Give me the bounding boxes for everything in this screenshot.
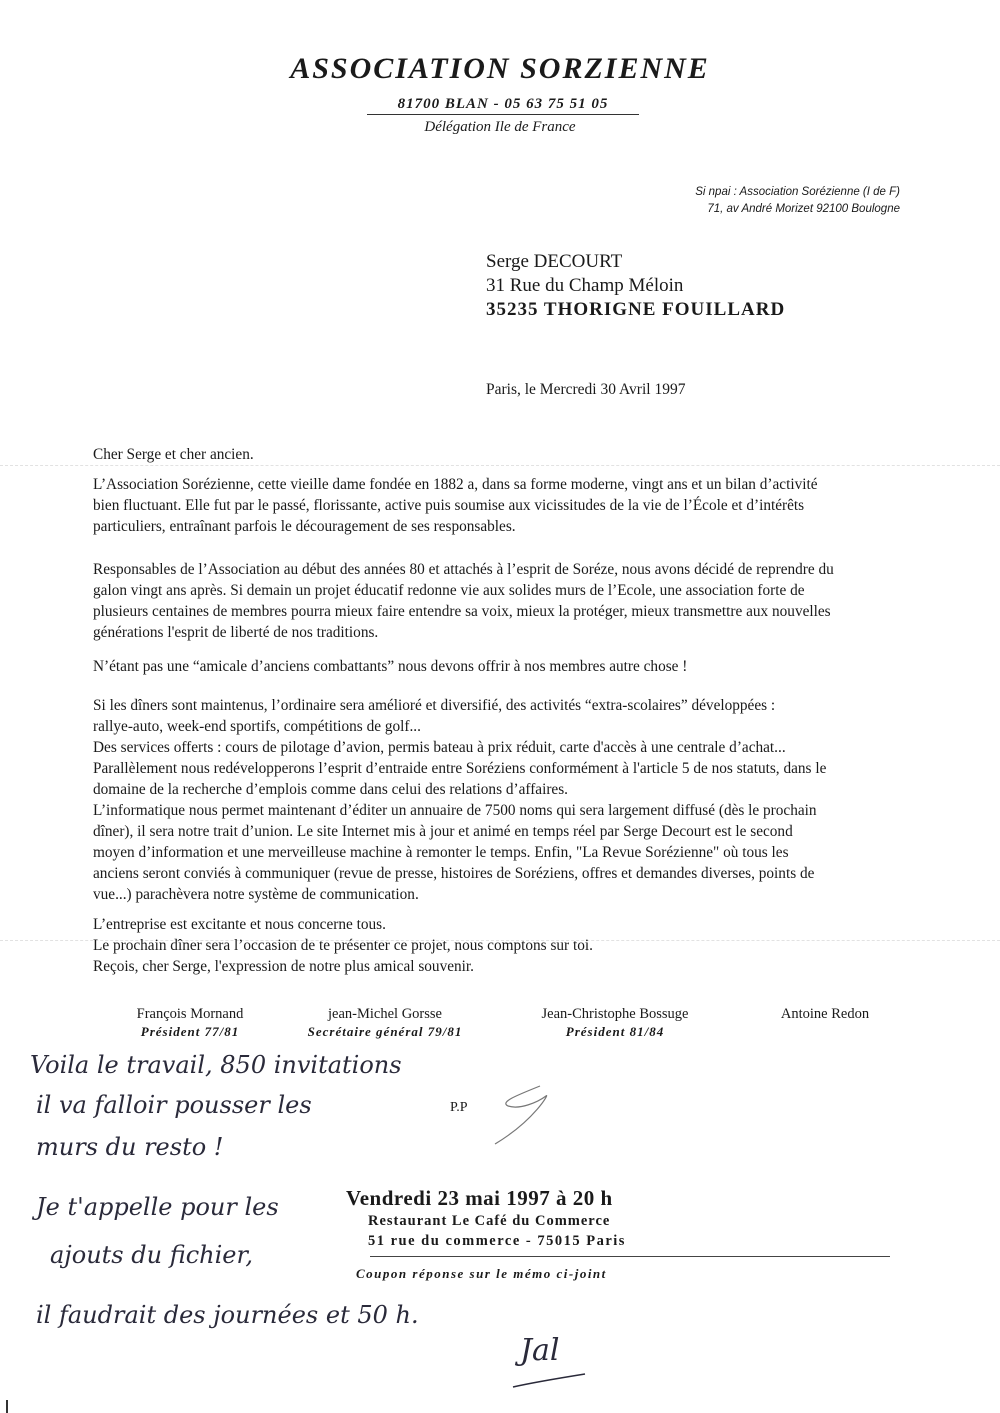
signatory-name: François Mornand — [136, 1006, 244, 1022]
event-place: Restaurant Le Café du Commerce — [368, 1213, 611, 1229]
signature-scribble-icon — [480, 1080, 560, 1150]
recipient-name: Serge DECOURT — [486, 251, 623, 272]
paragraph-line: L’Association Sorézienne, cette vieille dame fondée en 1882 a, dans sa forme moderne, vingt ans et un bilan d’activité — [93, 476, 818, 493]
return-address-line: 71, av André Morizet 92100 Boulogne — [707, 203, 900, 215]
event-divider — [370, 1256, 890, 1257]
signatory-role: Président 81/84 — [565, 1024, 665, 1039]
paragraph-line: générations l'esprit de liberté de nos traditions. — [93, 624, 379, 641]
paragraph-line: anciens seront conviés à communiquer (revue de presse, histoires de Soréziens, offres et demandes diverses, points de — [93, 865, 815, 882]
paragraph-offer — [93, 656, 913, 677]
paragraph-line: Le prochain dîner sera l’occasion de te présenter ce projet, nous comptons sur toi. — [93, 937, 593, 954]
initials-underline-icon — [510, 1372, 590, 1392]
paragraph-line: galon vingt ans après. Si demain un projet éducatif redonne vie aux solides murs de l’Ecole, une association forte de — [93, 582, 805, 599]
pp-label: P.P — [450, 1100, 468, 1115]
letterhead-delegation: Délégation Ile de France — [424, 119, 576, 135]
paragraph-project — [93, 559, 913, 643]
handwritten-line: il faudrait des journées et 50 h. — [36, 1301, 419, 1329]
paragraph-line: bien fluctuant. Elle fut par le passé, florissante, active puis soumise aux vicissitudes de la vie de l’École et d’intérêts — [93, 497, 805, 514]
recipient-address — [486, 250, 785, 322]
paragraph-activities — [93, 695, 913, 905]
paragraph-line: Si les dîners sont maintenus, l’ordinaire sera amélioré et diversifié, des activités “extra-scolaires” développées : — [93, 697, 776, 714]
recipient-city: 35235 THORIGNE FOUILLARD — [486, 299, 786, 320]
paragraph-closing — [93, 914, 913, 977]
signatory — [760, 1006, 890, 1023]
handwritten-initials: Jal — [520, 1333, 560, 1368]
paragraph-line: particuliers, entraînant parfois le découragement de ses responsables. — [93, 518, 516, 535]
paragraph-line: plusieurs centaines de membres pourra mieux faire entendre sa voix, mieux la protéger, mieux transmettre aux nouvelles — [93, 603, 831, 620]
signatory-role: Président 77/81 — [140, 1024, 240, 1039]
paragraph-line: domaine de la recherche d’emplois comme dans celui des relations d’affaires. — [93, 781, 569, 798]
paragraph-line: dîner), il sera notre trait d’union. Le site Internet mis à jour et animé en temps réel par Serge Decourt est le second — [93, 823, 793, 840]
paragraph-line: L’entreprise est excitante et nous concerne tous. — [93, 916, 386, 933]
salutation: Cher Serge et cher ancien. — [93, 446, 254, 463]
paragraph-line: rallye-auto, week-end sportifs, compétitions de golf... — [93, 718, 421, 735]
signatory-name: Antoine Redon — [780, 1006, 870, 1022]
paragraph-line: Parallèlement nous redévelopperons l’esprit d’entraide entre Soréziens conformément à l'article 5 de nos statuts, dans le — [93, 760, 827, 777]
return-address — [695, 184, 900, 218]
paragraph-line: L’informatique nous permet maintenant d’éditer un annuaire de 7500 noms qui sera largement diffusé (dès le prochain — [93, 802, 817, 819]
handwritten-line: Voila le travail, 850 invitations — [30, 1051, 402, 1079]
event-datetime: Vendredi 23 mai 1997 à 20 h — [346, 1186, 613, 1210]
signatory-name: Jean-Christophe Bossuge — [541, 1006, 689, 1022]
letterhead-title: ASSOCIATION SORZIENNE — [290, 52, 710, 85]
event-street: 51 rue du commerce - 75015 Paris — [368, 1233, 626, 1249]
paragraph-history — [93, 474, 913, 537]
recipient-street: 31 Rue du Champ Méloin — [486, 275, 684, 296]
handwritten-line: ajouts du fichier, — [50, 1241, 253, 1269]
scan-artifact-line — [0, 465, 1000, 466]
handwritten-line: murs du resto ! — [36, 1133, 224, 1161]
letterhead-phone-line: 81700 BLAN - 05 63 75 51 05 — [367, 96, 639, 115]
signatory-name: jean-Michel Gorsse — [328, 1006, 442, 1022]
paragraph-line: moyen d’information et une merveilleuse machine à remonter le temps. Enfin, "La Revue Sorézienne" où tous les — [93, 844, 789, 861]
signatory — [515, 1006, 715, 1040]
return-address-line: Si npai : Association Sorézienne (I de F) — [695, 186, 900, 198]
paragraph-line: N’étant pas une “amicale d’anciens combattants” nous devons offrir à nos membres autre chose ! — [93, 658, 688, 675]
signatory-role: Secrétaire général 79/81 — [307, 1024, 463, 1039]
paragraph-line: Des services offerts : cours de pilotage d’avion, permis bateau à prix réduit, carte d'accès à une centrale d’achat... — [93, 739, 786, 756]
handwritten-line: il va falloir pousser les — [36, 1091, 312, 1119]
signatory — [285, 1006, 485, 1040]
paragraph-line: Responsables de l’Association au début des années 80 et attachés à l’esprit de Soréze, nous avons décidé de reprendre du — [93, 561, 834, 578]
coupon-note: Coupon réponse sur le mémo ci-joint — [356, 1266, 607, 1281]
margin-mark — [6, 1400, 8, 1413]
date-line: Paris, le Mercredi 30 Avril 1997 — [486, 381, 686, 398]
handwritten-line: Je t'appelle pour les — [36, 1193, 279, 1221]
event-block — [346, 1186, 626, 1250]
paragraph-line: vue...) parachèvera notre système de communication. — [93, 886, 419, 903]
signatory — [110, 1006, 270, 1040]
paragraph-line: Reçois, cher Serge, l'expression de notre plus amical souvenir. — [93, 958, 474, 975]
